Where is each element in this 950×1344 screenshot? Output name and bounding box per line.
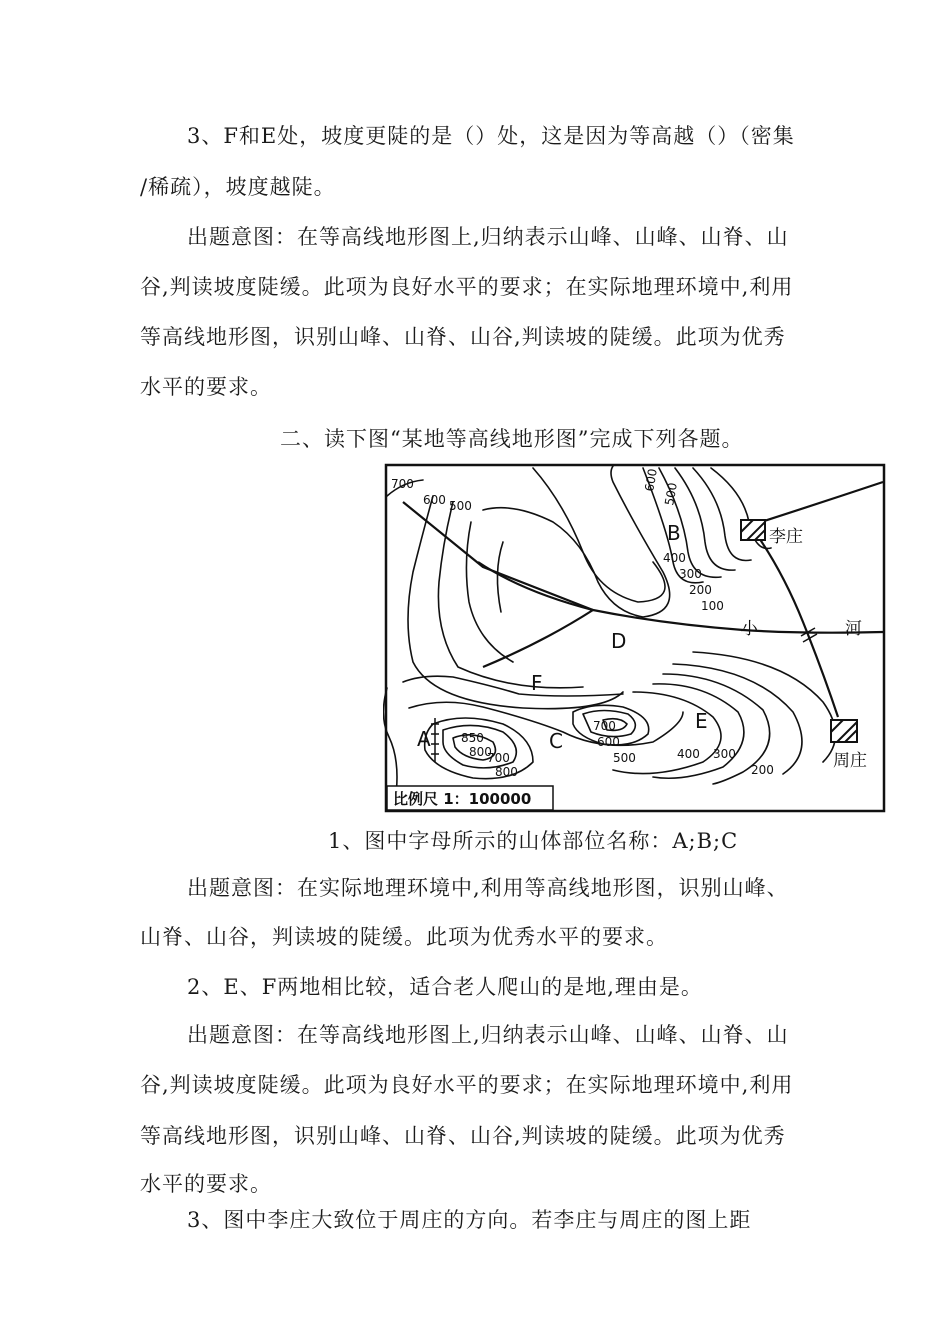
contour-label: 600 <box>597 735 620 749</box>
contour-map <box>383 462 887 814</box>
contour-label: 400 <box>677 747 700 761</box>
intent-3-line-2: 谷,判读坡度陡缓。此项为良好水平的要求；在实际地理环境中,利用 <box>140 1073 794 1097</box>
letter-d: D <box>611 629 627 653</box>
village-south-symbol <box>831 720 857 742</box>
contour-label: 300 <box>679 567 702 581</box>
contour-label: 700 <box>391 477 414 491</box>
section-2-title: 二、读下图“某地等高线地形图”完成下列各题。 <box>280 427 744 451</box>
subquestion-3: 3、图中李庄大致位于周庄的方向。若李庄与周庄的图上距 <box>187 1208 752 1232</box>
contour-label: 600 <box>423 493 446 507</box>
contour-label: 700 <box>593 719 616 733</box>
letter-c: C <box>549 729 563 753</box>
river-label-1: 小 <box>741 619 758 639</box>
village-north-label: 李庄 <box>769 527 803 547</box>
contour-label: 800 <box>495 765 518 779</box>
contour-label: 500 <box>613 751 636 765</box>
contour-label: 500 <box>449 499 472 513</box>
contour-label: 300 <box>713 747 736 761</box>
letter-f: F <box>531 671 543 695</box>
letter-b: B <box>667 521 681 545</box>
contour-label: 850 <box>461 731 484 745</box>
letter-a: A <box>417 727 431 751</box>
intent-3-line-1: 出题意图：在等高线地形图上,归纳表示山峰、山峰、山脊、山 <box>187 1023 789 1047</box>
contour-label: 800 <box>469 745 492 759</box>
q3-line-2: /稀疏），坡度越陡。 <box>140 175 336 199</box>
subquestion-1: 1、图中字母所示的山体部位名称：A;B;C <box>328 829 739 853</box>
contour-label: 100 <box>701 599 724 613</box>
contour-label: 400 <box>663 551 686 565</box>
village-south-label: 周庄 <box>833 751 867 771</box>
scale-label: 比例尺 1：100000 <box>393 790 532 808</box>
intent-1-line-2: 谷,判读坡度陡缓。此项为良好水平的要求；在实际地理环境中,利用 <box>140 275 794 299</box>
intent-1-line-4: 水平的要求。 <box>140 375 272 399</box>
contour-label: 200 <box>751 763 774 777</box>
village-north-symbol <box>741 520 765 540</box>
intent-3-line-3: 等高线地形图，识别山峰、山脊、山谷,判读坡的陡缓。此项为优秀 <box>140 1124 786 1148</box>
contour-label: 700 <box>487 751 510 765</box>
letter-e: E <box>695 709 708 733</box>
contour-label: 600 <box>642 467 660 493</box>
river-label-2: 河 <box>845 619 862 639</box>
intent-2-line-1: 出题意图：在实际地理环境中,利用等高线地形图，识别山峰、 <box>187 876 789 900</box>
intent-1-line-3: 等高线地形图，识别山峰、山脊、山谷,判读坡的陡缓。此项为优秀 <box>140 325 786 349</box>
contour-label: 500 <box>662 481 680 507</box>
intent-1-line-1: 出题意图：在等高线地形图上,归纳表示山峰、山峰、山脊、山 <box>187 225 789 249</box>
subquestion-2: 2、E、F两地相比较，适合老人爬山的是地,理由是。 <box>187 975 703 999</box>
contour-label: 200 <box>689 583 712 597</box>
q3-line-1: 3、F和E处，坡度更陡的是（）处，这是因为等高越（）（密集 <box>187 124 795 148</box>
intent-3-line-4: 水平的要求。 <box>140 1172 272 1196</box>
intent-2-line-2: 山脊、山谷，判读坡的陡缓。此项为优秀水平的要求。 <box>140 925 668 949</box>
